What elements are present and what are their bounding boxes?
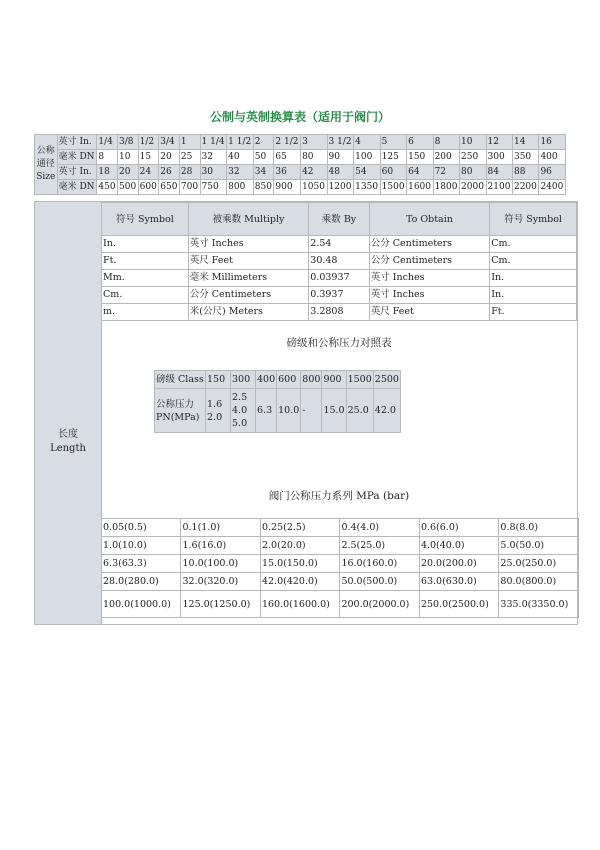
unit-cell: 英寸 In. [57, 165, 97, 180]
size-cell: 2100 [486, 180, 512, 195]
table-header [102, 203, 577, 236]
size-cell: 250 [460, 150, 486, 165]
size-cell: 2 1/2 [274, 135, 301, 150]
table-cell: 英寸 Inches [369, 270, 490, 287]
size-cell: 500 [118, 180, 139, 195]
series-cell: 32.0(320.0) [181, 573, 260, 591]
table-cell: 0.03937 [309, 270, 369, 287]
size-cell: 24 [138, 165, 159, 180]
size-cell: 800 [227, 180, 254, 195]
size-cell: 20 [159, 150, 180, 165]
size-cell: 1050 [301, 180, 327, 195]
class-cell: 400 [256, 371, 277, 389]
size-cell: 4 [354, 135, 380, 150]
table-cell: 米(公尺) Meters [188, 304, 309, 321]
table-cell: 英寸 Inches [369, 287, 490, 304]
pressure-series-title: 阀门公称压力系列 MPa (bar) [268, 490, 410, 502]
table-row [102, 591, 579, 618]
series-cell: 0.25(2.5) [260, 519, 339, 537]
pn-cell: 25.0 [346, 389, 373, 433]
pn-cell: 10.0 [277, 389, 301, 433]
table-cell: Mm. [102, 270, 189, 287]
column-header: 被乘数 Multiply [188, 203, 309, 236]
size-cell: 6 [407, 135, 433, 150]
series-cell: 42.0(420.0) [260, 573, 339, 591]
series-cell: 20.0(200.0) [419, 555, 498, 573]
size-cell: 1350 [354, 180, 380, 195]
table-row [102, 287, 577, 304]
column-header: 符号 Symbol [102, 203, 189, 236]
size-cell: 80 [301, 150, 327, 165]
size-cell: 65 [274, 150, 301, 165]
size-cell: 750 [200, 180, 227, 195]
pn-cell: 1.6 2.0 [206, 389, 231, 433]
size-cell: 26 [159, 165, 180, 180]
size-cell: 1 [179, 135, 200, 150]
size-cell: 36 [274, 165, 301, 180]
size-cell: 28 [179, 165, 200, 180]
table-cell: 英尺 Feet [369, 304, 490, 321]
series-cell: 0.05(0.5) [102, 519, 181, 537]
size-cell: 2 [253, 135, 274, 150]
table-cell: m. [102, 304, 189, 321]
table-cell: In. [490, 287, 577, 304]
size-cell: 14 [512, 135, 538, 150]
size-cell: 15 [138, 150, 159, 165]
size-cell: 1/2 [138, 135, 159, 150]
size-cell: 700 [179, 180, 200, 195]
size-cell: 40 [227, 150, 254, 165]
size-cell: 3 [301, 135, 327, 150]
size-cell: 54 [354, 165, 380, 180]
class-cell: 1500 [346, 371, 373, 389]
table-row [35, 135, 566, 150]
table-cell: 英寸 Inches [188, 236, 309, 253]
length-sidebar [35, 202, 102, 624]
size-cell: 84 [486, 165, 512, 180]
series-cell: 125.0(1250.0) [181, 591, 260, 618]
size-cell: 18 [97, 165, 118, 180]
unit-cell: 毫米 DN [57, 180, 97, 195]
series-cell: 5.0(50.0) [499, 537, 579, 555]
length-conversion-table [101, 202, 577, 321]
size-cell: 1/4 [97, 135, 118, 150]
unit-cell: 英寸 In. [57, 135, 97, 150]
unit-cell: 毫米 DN [57, 150, 97, 165]
table-row [102, 304, 577, 321]
size-cell: 8 [97, 150, 118, 165]
table-cell: Cm. [490, 253, 577, 270]
size-cell: 450 [97, 180, 118, 195]
class-cell: 300 [231, 371, 256, 389]
series-cell: 4.0(40.0) [419, 537, 498, 555]
series-cell: 25.0(250.0) [499, 555, 579, 573]
table-cell: Ft. [102, 253, 189, 270]
table-row [155, 389, 401, 433]
class-cell: 800 [301, 371, 322, 389]
series-cell: 16.0(160.0) [340, 555, 419, 573]
size-cell: 42 [301, 165, 327, 180]
length-section [34, 201, 578, 625]
series-cell: 100.0(1000.0) [102, 591, 181, 618]
length-label: 长度 Length [50, 429, 86, 454]
size-cell: 1600 [407, 180, 433, 195]
table-cell: In. [102, 236, 189, 253]
size-label: 公称 通径 Size [35, 135, 58, 195]
class-table-title: 磅级和公称压力对照表 [286, 337, 392, 349]
size-cell: 32 [227, 165, 254, 180]
class-label: 磅级 Class [155, 371, 206, 389]
size-cell: 125 [380, 150, 406, 165]
size-cell: 50 [253, 150, 274, 165]
series-cell: 63.0(630.0) [419, 573, 498, 591]
table-row [155, 371, 401, 389]
size-cell: 200 [433, 150, 459, 165]
table-cell: 公分 Centimeters [369, 253, 490, 270]
series-cell: 2.5(25.0) [340, 537, 419, 555]
table-row [35, 180, 566, 195]
size-cell: 20 [118, 165, 139, 180]
series-cell: 335.0(3350.0) [499, 591, 579, 618]
page-title: 公制与英制换算表（适用于阀门） [209, 110, 390, 124]
table-cell: 30.48 [309, 253, 369, 270]
table-row [102, 537, 579, 555]
size-cell: 3/4 [159, 135, 180, 150]
series-cell: 50.0(500.0) [340, 573, 419, 591]
size-cell: 8 [433, 135, 459, 150]
series-cell: 0.1(1.0) [181, 519, 260, 537]
pn-label: 公称压力 PN(MPa) [155, 389, 206, 433]
size-cell: 72 [433, 165, 459, 180]
size-cell: 150 [407, 150, 433, 165]
table-row [35, 150, 566, 165]
size-cell: 600 [138, 180, 159, 195]
size-cell: 80 [460, 165, 486, 180]
size-cell: 48 [327, 165, 354, 180]
column-header: 乘数 By [309, 203, 369, 236]
table-row [102, 253, 577, 270]
pn-cell: 42.0 [373, 389, 400, 433]
series-cell: 1.6(16.0) [181, 537, 260, 555]
size-table [34, 134, 566, 195]
size-cell: 650 [159, 180, 180, 195]
size-cell: 34 [253, 165, 274, 180]
pn-cell: 6.3 [256, 389, 277, 433]
column-header: To Obtain [369, 203, 490, 236]
series-cell: 0.6(6.0) [419, 519, 498, 537]
size-cell: 100 [354, 150, 380, 165]
series-cell: 250.0(2500.0) [419, 591, 498, 618]
table-row [102, 573, 579, 591]
class-cell: 2500 [373, 371, 400, 389]
class-cell: 900 [322, 371, 346, 389]
size-cell: 5 [380, 135, 406, 150]
series-cell: 80.0(800.0) [499, 573, 579, 591]
table-cell: Cm. [490, 236, 577, 253]
size-cell: 12 [486, 135, 512, 150]
table-cell: Cm. [102, 287, 189, 304]
size-cell: 3/8 [118, 135, 139, 150]
series-cell: 6.3(63.3) [102, 555, 181, 573]
table-cell: In. [490, 270, 577, 287]
series-cell: 160.0(1600.0) [260, 591, 339, 618]
size-cell: 32 [200, 150, 227, 165]
size-cell: 88 [512, 165, 538, 180]
size-cell: 2400 [539, 180, 566, 195]
table-row [102, 555, 579, 573]
series-cell: 2.0(20.0) [260, 537, 339, 555]
series-cell: 200.0(2000.0) [340, 591, 419, 618]
size-cell: 30 [200, 165, 227, 180]
size-cell: 96 [539, 165, 566, 180]
size-cell: 90 [327, 150, 354, 165]
pn-cell: 15.0 [322, 389, 346, 433]
size-cell: 3 1/2 [327, 135, 354, 150]
series-cell: 0.8(8.0) [499, 519, 579, 537]
class-cell: 600 [277, 371, 301, 389]
size-cell: 1200 [327, 180, 354, 195]
table-cell: 公分 Centimeters [188, 287, 309, 304]
series-cell: 15.0(150.0) [260, 555, 339, 573]
class-cell: 150 [206, 371, 231, 389]
table-cell: Ft. [490, 304, 577, 321]
pn-cell: - [301, 389, 322, 433]
table-cell: 3.2808 [309, 304, 369, 321]
size-cell: 2200 [512, 180, 538, 195]
series-cell: 28.0(280.0) [102, 573, 181, 591]
table-row [102, 236, 577, 253]
size-cell: 1500 [380, 180, 406, 195]
series-cell: 0.4(4.0) [340, 519, 419, 537]
size-cell: 400 [539, 150, 566, 165]
table-row [35, 165, 566, 180]
pressure-series-table [101, 518, 579, 618]
column-header: 符号 Symbol [490, 203, 577, 236]
pn-cell: 2.5 4.0 5.0 [231, 389, 256, 433]
size-cell: 1800 [433, 180, 459, 195]
table-cell: 毫米 Millimeters [188, 270, 309, 287]
size-cell: 1 1/2 [227, 135, 254, 150]
size-cell: 2000 [460, 180, 486, 195]
size-cell: 60 [380, 165, 406, 180]
table-cell: 2.54 [309, 236, 369, 253]
table-row [102, 270, 577, 287]
class-pressure-table [154, 370, 401, 433]
table-cell: 0.3937 [309, 287, 369, 304]
size-cell: 850 [253, 180, 274, 195]
size-cell: 10 [118, 150, 139, 165]
table-row [102, 519, 579, 537]
size-cell: 1 1/4 [200, 135, 227, 150]
size-cell: 300 [486, 150, 512, 165]
size-cell: 64 [407, 165, 433, 180]
size-cell: 350 [512, 150, 538, 165]
series-cell: 1.0(10.0) [102, 537, 181, 555]
series-cell: 10.0(100.0) [181, 555, 260, 573]
size-cell: 10 [460, 135, 486, 150]
table-cell: 英尺 Feet [188, 253, 309, 270]
size-cell: 900 [274, 180, 301, 195]
size-cell: 25 [179, 150, 200, 165]
table-cell: 公分 Centimeters [369, 236, 490, 253]
size-cell: 16 [539, 135, 566, 150]
